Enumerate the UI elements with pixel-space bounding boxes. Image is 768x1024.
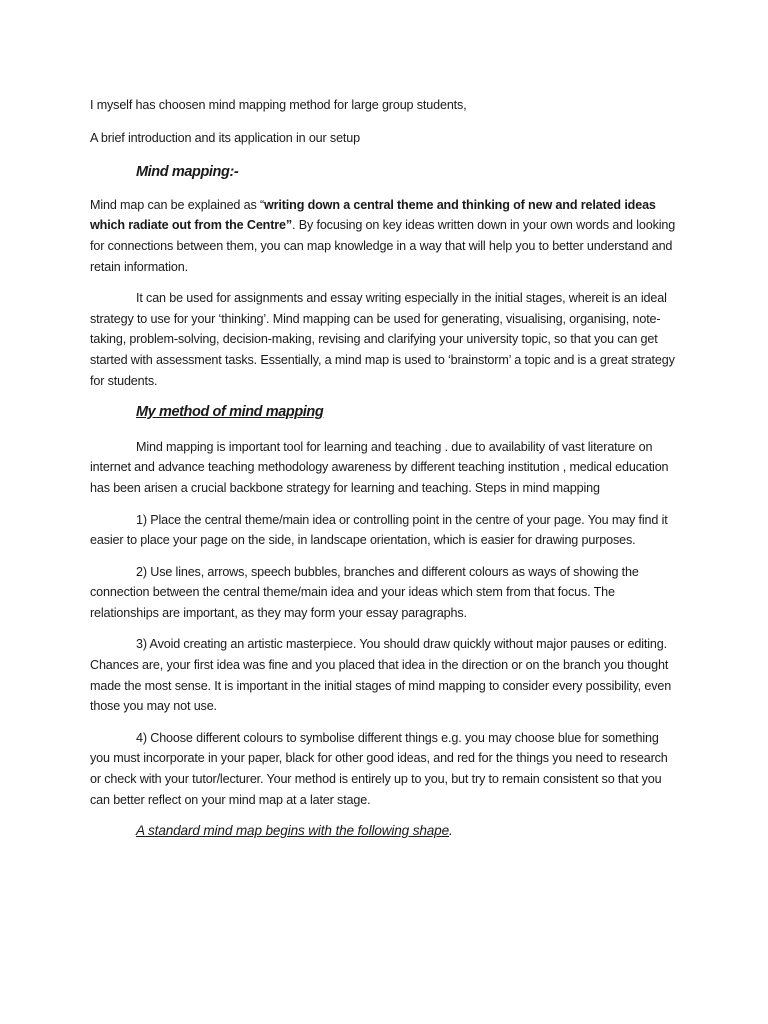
closing-line-text: A standard mind map begins with the following shape [136, 823, 449, 839]
step-2-paragraph: 2) Use lines, arrows, speech bubbles, branches and different colours as ways of showing the connection between the central theme/main idea and your ideas which stem from that focus. The relationships are important, as they may form your essay paragraphs. [90, 564, 639, 620]
closing-line-period: . [449, 823, 453, 839]
closing-line [90, 821, 680, 842]
definition-rest: . By focusing on key ideas written down in your own words and looking for connections between them, you can map knowledge in a way that will help you to better understand and retain information. [90, 218, 676, 274]
intro-line-2: A brief introduction and its application in our setup [90, 130, 360, 145]
intro-line-1: I myself has choosen mind mapping method for large group students, [90, 98, 467, 112]
step-1-paragraph: 1) Place the central theme/main idea or controlling point in the centre of your page. You may find it easier to place your page on the side, in landscape orientation, which is easier for drawing purposes. [90, 512, 668, 548]
method-paragraph: Mind mapping is important tool for learning and teaching . due to availability of vast literature on internet and advance teaching methodology awareness by different teaching institution , medical education has been arisen a crucial backbone strategy for learning and teaching. Steps in mind mapping [90, 439, 669, 495]
heading-mind-mapping [90, 162, 680, 183]
definition-quote: writing down a central theme and thinking of new and related ideas which radiate out from the Centre” [90, 197, 656, 233]
step-3-paragraph: 3) Avoid creating an artistic masterpiece. You should draw quickly without major pauses or editing. Chances are, your first idea was fine and you placed that idea in the direction or on the branch you thought made the most sense. It is important in the initial stages of mind mapping to consider every possibility, even those you may not use. [90, 637, 672, 714]
definition-paragraph [90, 195, 680, 277]
definition-intro: Mind map can be explained as “ [90, 197, 265, 212]
document-page [90, 95, 680, 842]
heading-my-method [90, 402, 680, 423]
heading-my-method-text: My method of mind mapping [136, 404, 324, 421]
step-4-paragraph: 4) Choose different colours to symbolise different things e.g. you may choose blue for something you must incorporate in your paper, black for other good ideas, and red for the things you need to research or check with your tutor/lecturer. Your method is entirely up to you, but try to remain consistent so that you can better reflect on your mind map at a later stage. [90, 730, 668, 807]
usage-paragraph: It can be used for assignments and essay writing especially in the initial stages, whereit is an ideal strategy to use for your ‘thinking’. Mind mapping can be used for generating, visualising, organising, note-taking, problem-solving, decision-making, revising and clarifying your university topic, so that you can get started with assessment tasks. Essentially, a mind map is used to ‘brainstorm’ a topic and is a great strategy for students. [90, 291, 675, 388]
heading-mind-mapping-text: Mind mapping:- [136, 164, 239, 181]
